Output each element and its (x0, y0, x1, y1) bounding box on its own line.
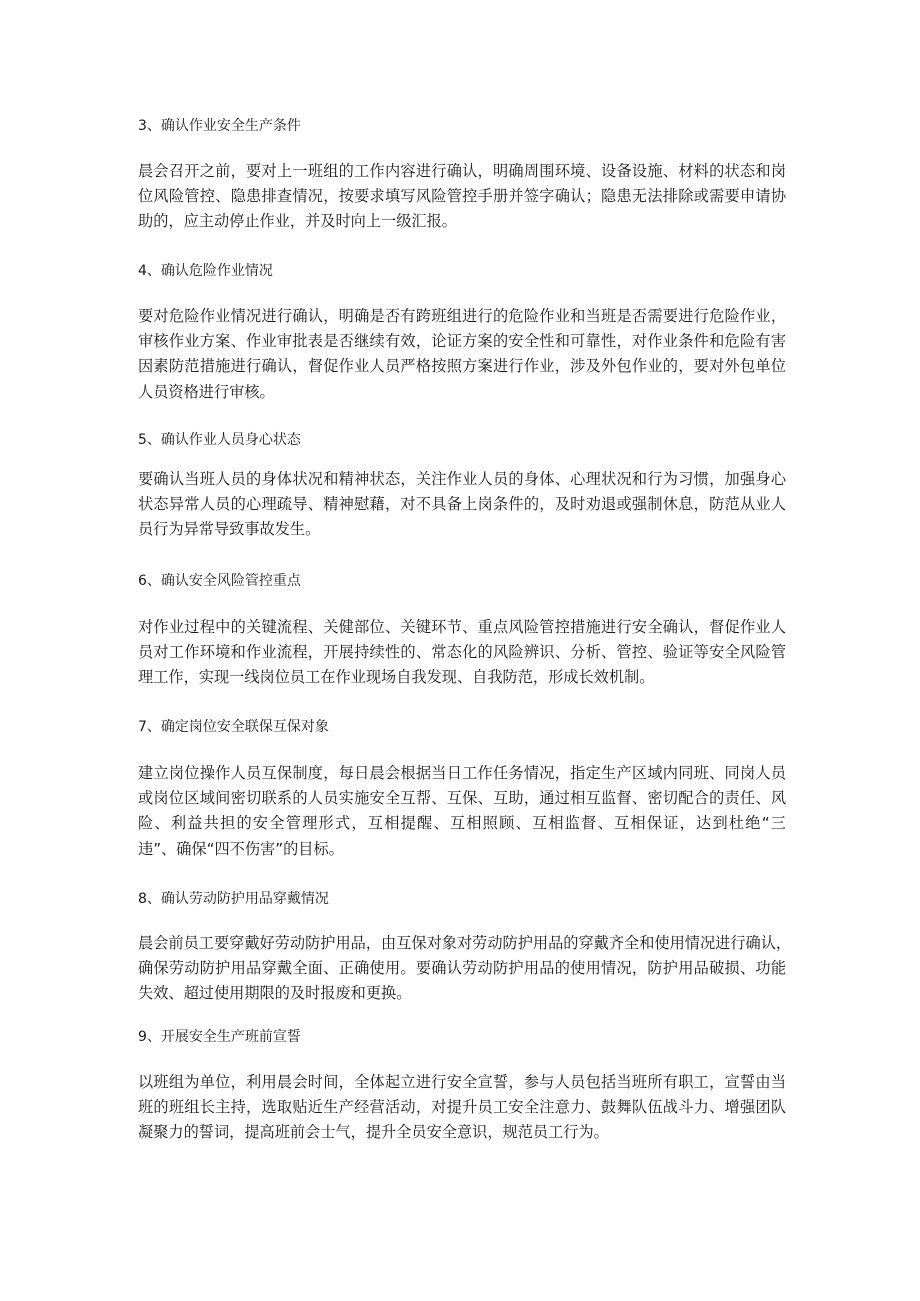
section-heading-8: 8、确认劳动防护用品穿戴情况 (138, 891, 329, 907)
section-heading-3: 3、确认作业安全生产条件 (138, 118, 301, 134)
section-body-3 (138, 159, 786, 235)
text-line: 员对工作环境和作业流程，开展持续性的、常态化的风险辨识、分析、管控、验证等安全风险管 (138, 643, 786, 662)
section-body-9 (138, 1070, 786, 1146)
text-line: 状态异常人员的心理疏导、精神慰藉，对不具备上岗条件的，及时劝退或强制休息，防范从业人 (138, 495, 786, 514)
text-line: 建立岗位操作人员互保制度，每日晨会根据当日工作任务情况，指定生产区域内同班、同岗人员 (138, 764, 786, 782)
text-line: 确保劳动防护用品穿戴全面、正确使用。要确认劳动防护用品的使用情况，防护用品破损、功能 (138, 959, 786, 978)
section-heading-7: 7、确定岗位安全联保互保对象 (138, 719, 329, 735)
text-line: 要确认当班人员的身体状况和精神状态，关注作业人员的身体、心理状况和行为习惯，加强身心 (138, 470, 786, 488)
text-line: 晨会召开之前，要对上一班组的工作内容进行确认，明确周围环境、设备设施、材料的状态和岗 (138, 162, 786, 180)
text-line: 晨会前员工要穿戴好劳动防护用品，由互保对象对劳动防护用品的穿戴齐全和使用情况进行确认， (138, 934, 792, 952)
text-line: 要对危险作业情况进行确认，明确是否有跨班组进行的危险作业和当班是否需要进行危险作业， (138, 307, 786, 325)
text-line: 员行为异常导致事故发生。 (138, 520, 321, 539)
text-line: 人员资格进行审核。 (138, 382, 275, 401)
text-line: 或岗位区域间密切联系的人员实施安全互帮、互保、互助，通过相互监督、密切配合的责任、风 (138, 789, 786, 808)
section-body-4 (138, 304, 786, 405)
text-line: 审核作业方案、作业审批表是否继续有效，论证方案的安全性和可靠性，对作业条件和危险有害 (138, 332, 786, 351)
text-line: 违”、确保“四不伤害”的目标。 (138, 839, 344, 858)
section-heading-6: 6、确认安全风险管控重点 (138, 573, 301, 589)
text-line: 助的，应主动停止作业，并及时向上一级汇报。 (138, 212, 457, 231)
section-body-7 (138, 761, 786, 862)
text-line: 班的班组长主持，选取贴近生产经营活动，对提升员工安全注意力、鼓舞队伍战斗力、增强团队 (138, 1098, 786, 1117)
text-line: 失效、超过使用期限的及时报废和更换。 (138, 984, 412, 1003)
text-line: 位风险管控、隐患排查情况，按要求填写风险管控手册并签字确认；隐患无法排除或需要申请协 (138, 187, 786, 206)
text-line: 凝聚力的誓词，提高班前会士气，提升全员安全意识，规范员工行为。 (138, 1123, 609, 1142)
section-heading-5: 5、确认作业人员身心状态 (138, 432, 301, 448)
text-line: 险、利益共担的安全管理形式，互相提醒、互相照顾、互相监督、互相保证，达到杜绝“三 (138, 814, 786, 833)
text-line: 理工作，实现一线岗位员工在作业现场自我发现、自我防范，形成长效机制。 (138, 668, 655, 687)
section-body-5 (138, 467, 786, 543)
text-line: 对作业过程中的关键流程、关健部位、关键环节、重点风险管控措施进行安全确认，督促作业人 (138, 618, 786, 636)
text-line: 因素防范措施进行确认，督促作业人员严格按照方案进行作业，涉及外包作业的，要对外包单位 (138, 357, 786, 376)
text-line: 以班组为单位，利用晨会时间，全体起立进行安全宣誓，参与人员包括当班所有职工，宣誓由当 (138, 1073, 786, 1091)
section-body-8 (138, 931, 792, 1007)
section-heading-9: 9、开展安全生产班前宣誓 (138, 1029, 301, 1045)
section-heading-4: 4、确认危险作业情况 (138, 263, 273, 279)
section-body-6 (138, 615, 786, 691)
